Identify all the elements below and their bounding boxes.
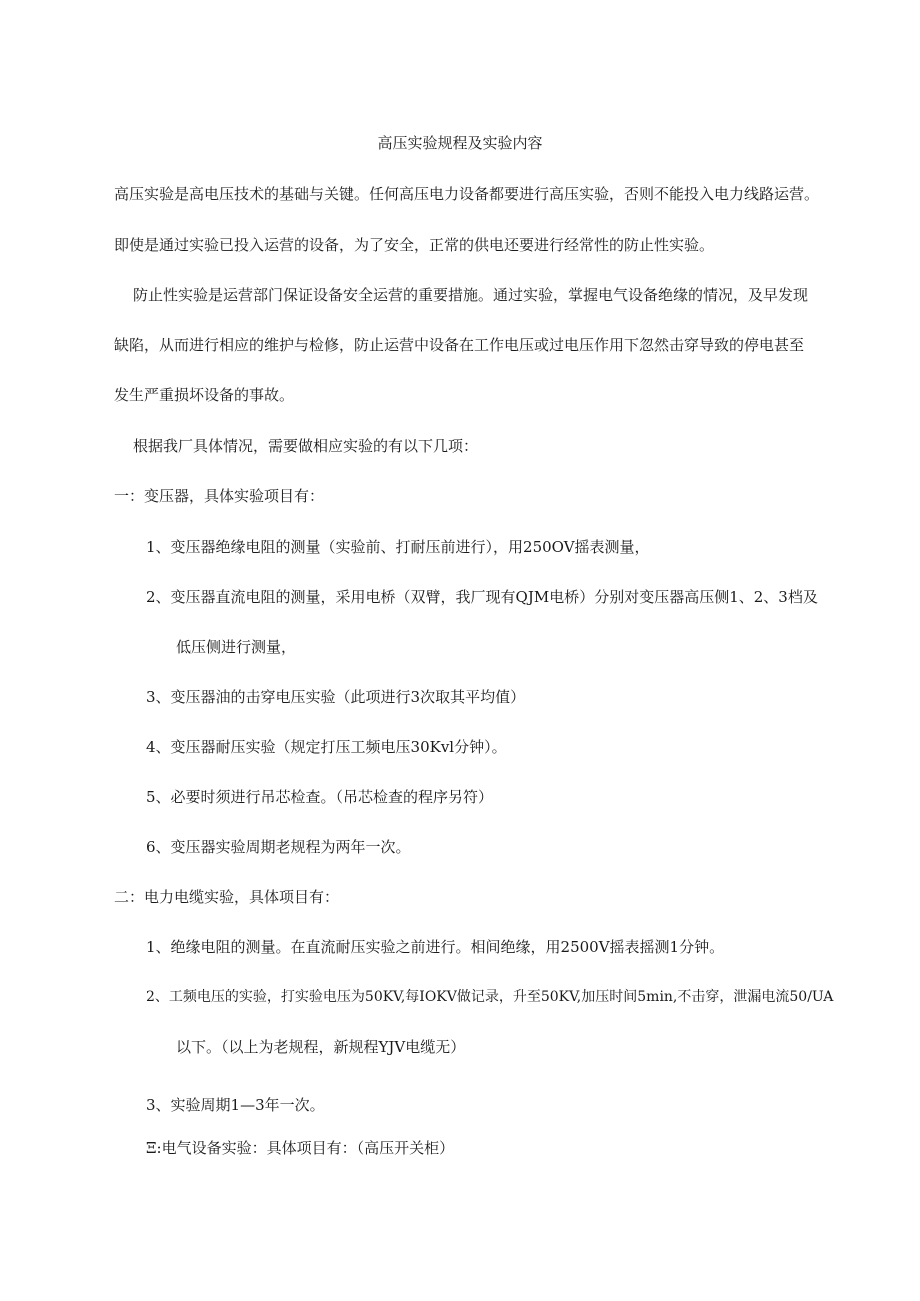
section1-item-4: 4、变压器耐压实验（规定打压工频电压30Kvl分钟）。: [146, 738, 507, 756]
section2-heading: 二：电力电缆实验，具体项目有：: [114, 888, 340, 906]
intro-line-1: 高压实验是高电压技术的基础与关键。任何高压电力设备都要进行高压实验，否则不能投入电力线路运营。: [114, 185, 820, 203]
section2-item-1: 1、绝缘电阻的测量。在直流耐压实验之前进行。相间绝缘，用2500V摇表摇测1分钟。: [146, 938, 725, 956]
section1-item-6: 6、变压器实验周期老规程为两年一次。: [146, 838, 411, 856]
section2-item-3: 3、实验周期1—3年一次。: [146, 1096, 325, 1114]
section2-item-2-cont: 以下。（以上为老规程，新规程YJV电缆无）: [176, 1038, 466, 1056]
intro-line-2: 即使是通过实验已投入运营的设备，为了安全，正常的供电还要进行经常性的防止性实验。: [114, 236, 715, 254]
section1-item-5: 5、必要时须进行吊芯检查。（吊芯检查的程序另符）: [146, 788, 494, 806]
basis-line: 根据我厂具体情况，需要做相应实验的有以下几项：: [133, 437, 479, 455]
section3-heading: Ξ:电气设备实验：具体项目有：（高压开关柜）: [146, 1139, 455, 1157]
prevention-line-2: 缺陷，从而进行相应的维护与检修，防止运营中设备在工作电压或过电压作用下忽然击穿导致的停电甚至: [114, 336, 805, 354]
document-title: 高压实验规程及实验内容: [377, 134, 543, 152]
section1-item-2-cont: 低压侧进行测量，: [176, 638, 297, 656]
section1-item-2: 2、变压器直流电阻的测量，采用电桥（双臂，我厂现有QJM电桥）分别对变压器高压侧1、2、3档及: [146, 588, 818, 606]
section2-item-2: 2、工频电压的实验，打实验电压为50KV,每IOKV做记录，升至50KV,加压时间5min,不击穿，泄漏电流50/UA: [146, 989, 834, 1005]
section1-heading: 一：变压器，具体实验项目有：: [114, 487, 325, 505]
prevention-line-1: 防止性实验是运营部门保证设备安全运营的重要措施。通过实验，掌握电气设备绝缘的情况，及早发现: [133, 286, 809, 304]
section1-item-3: 3、变压器油的击穿电压实验（此项进行3次取其平均值）: [146, 688, 526, 706]
prevention-line-3: 发生严重损坏设备的事故。: [114, 386, 295, 404]
section1-item-1: 1、变压器绝缘电阻的测量（实验前、打耐压前进行），用250OV摇表测量，: [146, 538, 650, 556]
